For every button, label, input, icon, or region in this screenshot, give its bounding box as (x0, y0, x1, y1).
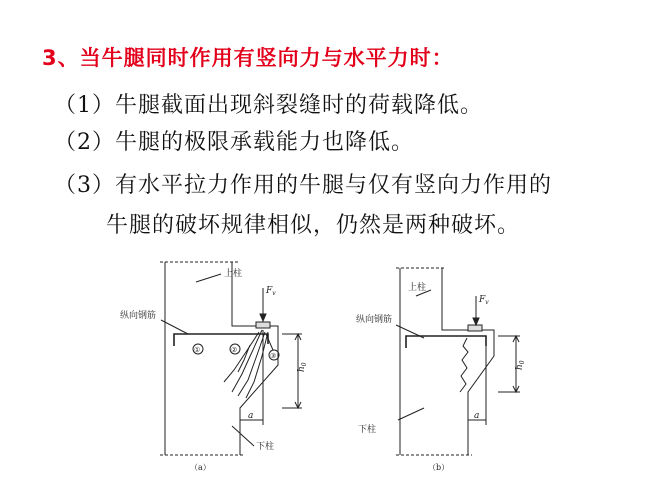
caption-b: （b） (428, 463, 450, 472)
figure-b (396, 268, 520, 455)
bearing-plate-b (468, 325, 482, 331)
figure-a (160, 262, 302, 455)
leader-lower-column (232, 426, 254, 446)
upper-column-label-a: 上柱 (224, 269, 243, 279)
leader-upper-column (196, 274, 221, 282)
force-label-b: Fv (479, 295, 489, 306)
bearing-plate (256, 322, 270, 328)
point-2: （2）牛腿的极限承载能力也降低。 (54, 130, 414, 155)
zone-1-label: ① (194, 346, 201, 354)
h0-label-b: h0 (515, 360, 526, 370)
vertical-crack-b (460, 338, 468, 392)
point-3: （3）有水平拉力作用的牛腿与仅有竖向力作用的 (54, 173, 552, 198)
rebar-label-b: 纵向钢筋 (356, 315, 393, 325)
h0-label-a: h0 (297, 362, 308, 372)
a-label-a: a (248, 411, 254, 421)
crack-5 (266, 334, 273, 350)
rebar-label-a: 纵向钢筋 (120, 311, 157, 321)
lower-column-label-a: 下柱 (256, 442, 275, 452)
point-3-continued: 牛腿的破坏规律相似，仍然是两种破坏。 (106, 213, 521, 238)
slide-title: 3、当牛腿同时作用有竖向力与水平力时： (42, 46, 454, 70)
h0-dimension-b (498, 336, 520, 392)
zone-2-label: ② (231, 346, 238, 354)
caption-a: （a） (190, 463, 211, 472)
force-label-a: Fv (266, 286, 276, 297)
zone-3-label: ③ (270, 352, 277, 360)
lower-column-label-b: 下柱 (358, 425, 377, 435)
force-arrow-head (260, 314, 266, 321)
point-1: （1）牛腿截面出现斜裂缝时的荷载降低。 (54, 93, 483, 118)
leader-lower-column-b (398, 408, 424, 420)
crack-1 (232, 330, 262, 392)
longitudinal-rebar-b (406, 336, 486, 348)
force-arrow-head-b (473, 318, 479, 325)
a-label-b: a (474, 411, 480, 421)
upper-column-label-b: 上柱 (408, 283, 427, 293)
